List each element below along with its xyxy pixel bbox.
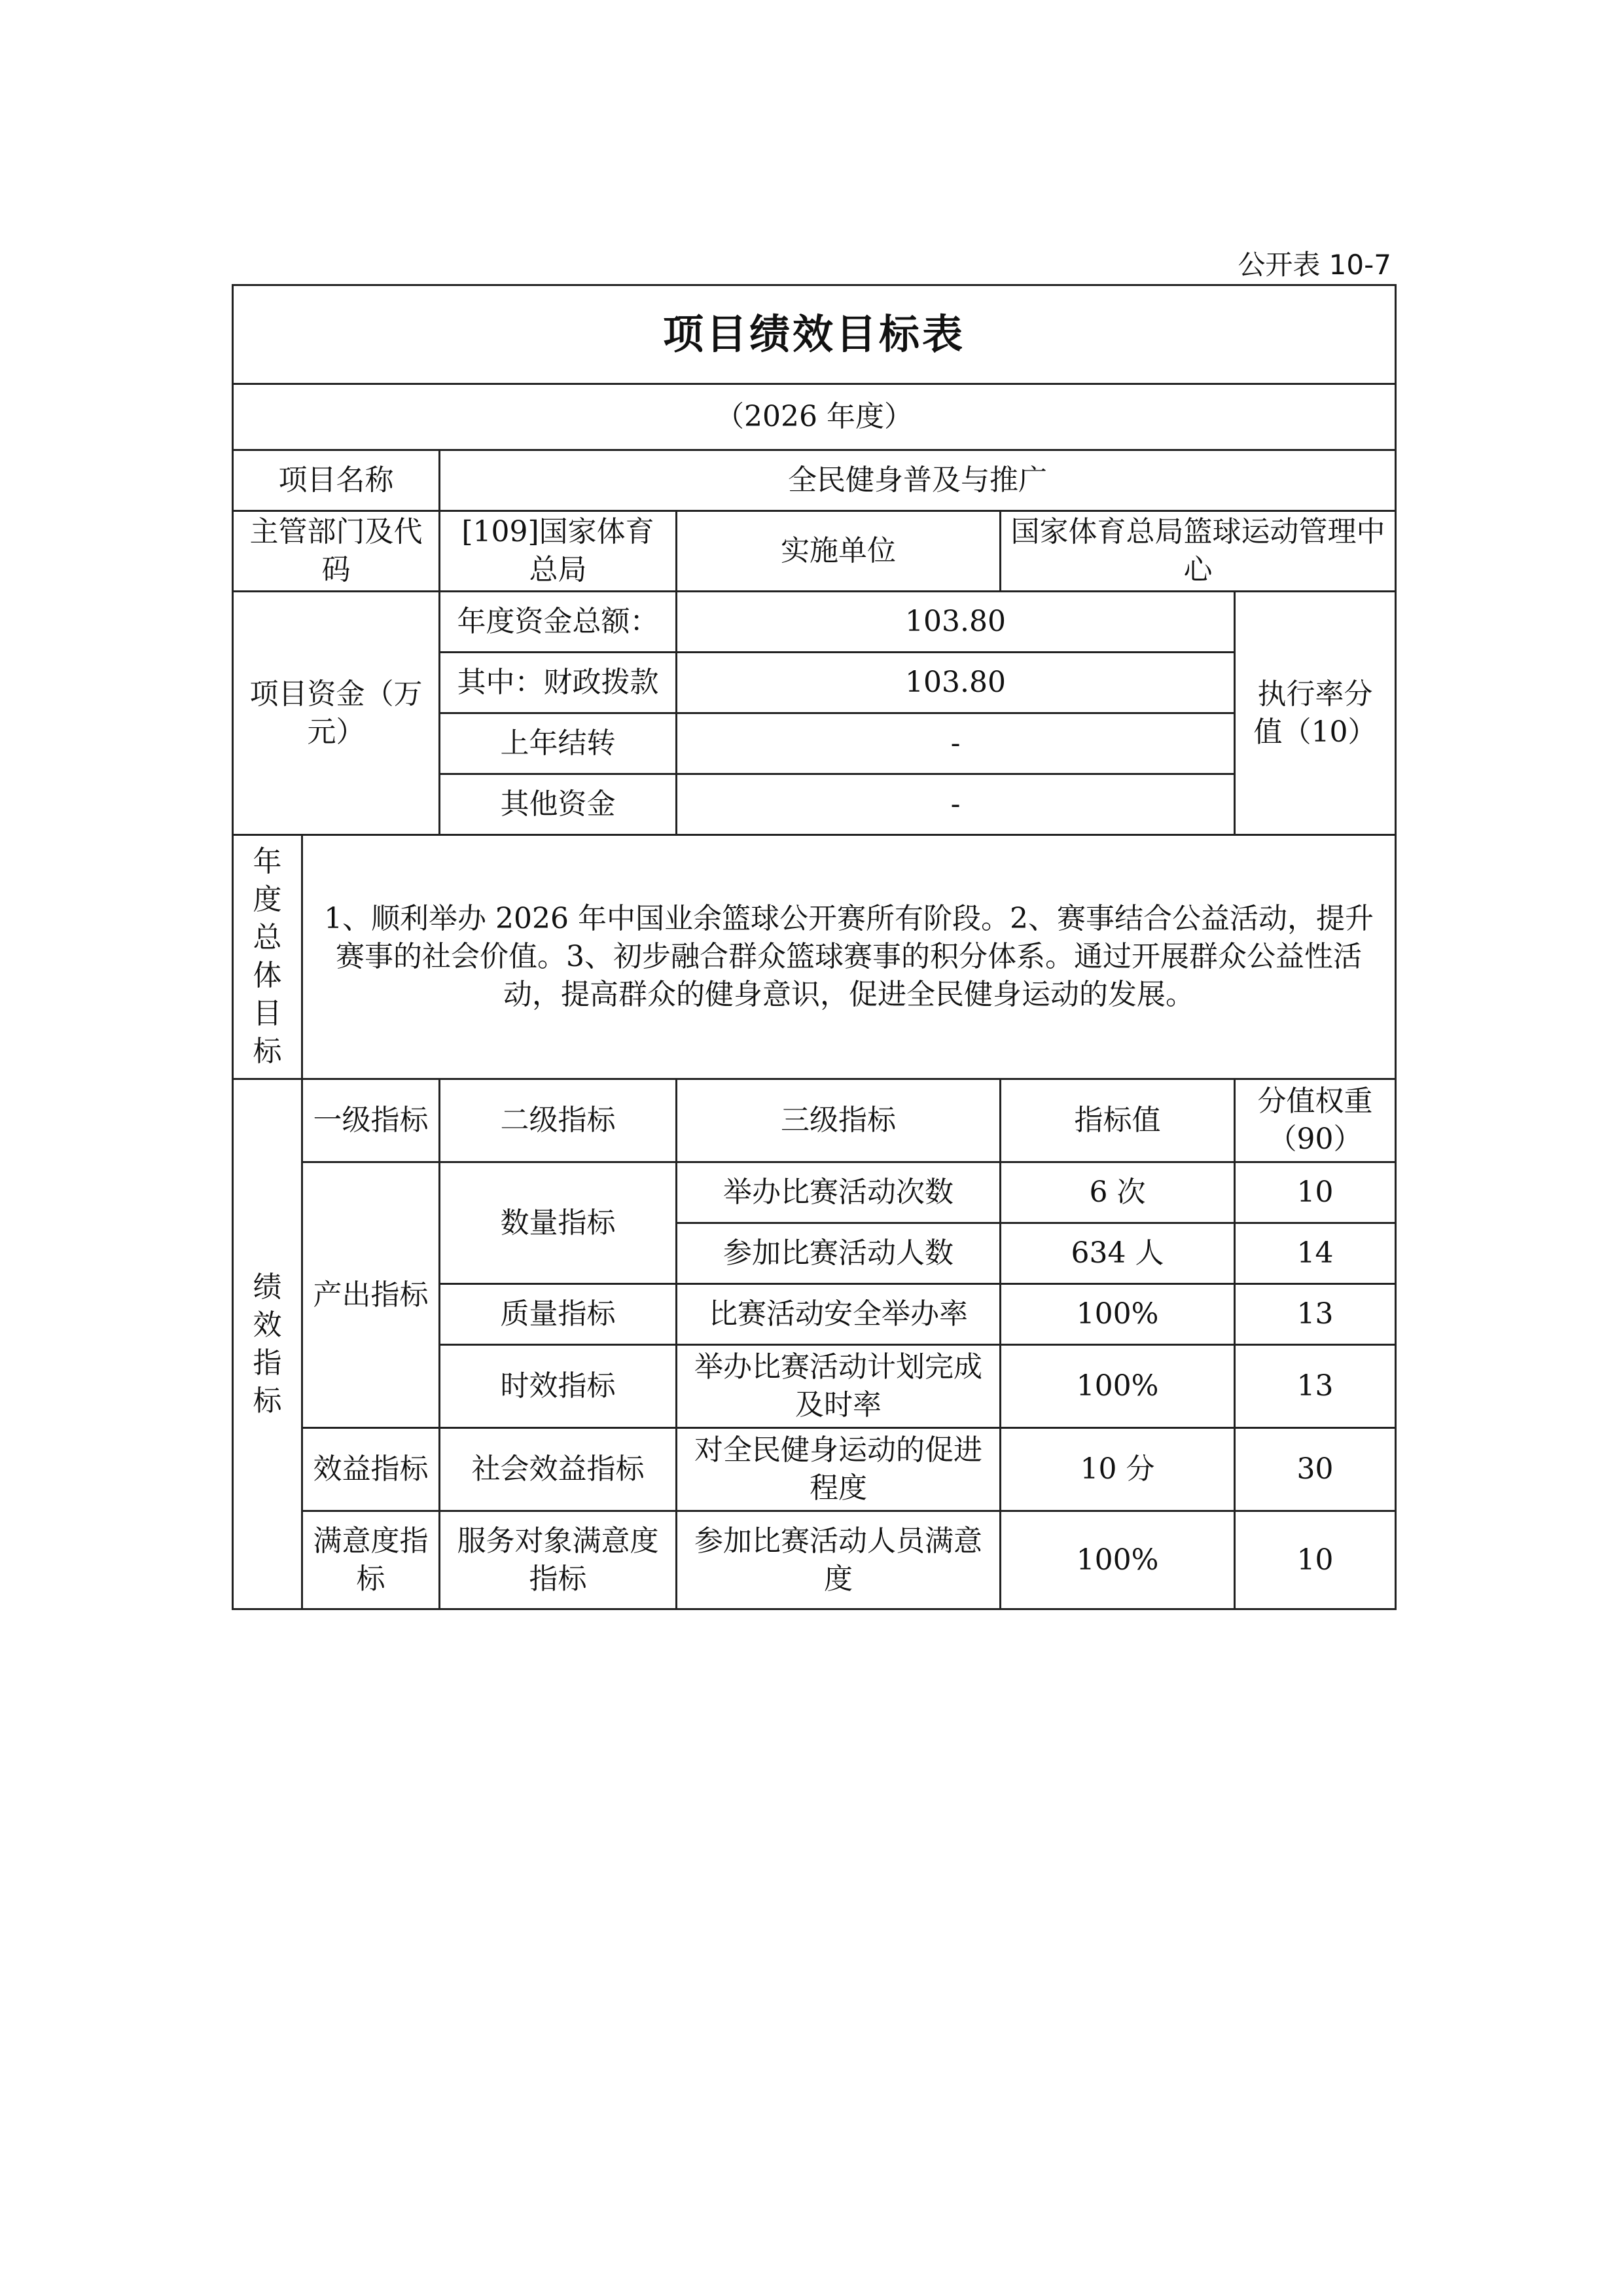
fund-row-value: - (677, 713, 1235, 774)
annual-goal-text: 1、顺利举办 2026 年中国业余篮球公开赛所有阶段。2、赛事结合公益活动，提升赛事的社会价值。3、初步融合群众篮球赛事的积分体系。通过开展群众公益性活动，提高群众的健身意识，促进全民健身运动的发展。 (302, 835, 1396, 1079)
indicator-value: 100% (1001, 1284, 1235, 1345)
indicator-value: 634 人 (1001, 1223, 1235, 1284)
indicator-value: 100% (1001, 1345, 1235, 1428)
indicators-section-label (233, 1079, 302, 1609)
indicators-section-label-text: 绩效指标 (253, 1270, 282, 1418)
project-name-label: 项目名称 (233, 450, 440, 511)
document-label: 公开表 10-7 (1238, 249, 1391, 281)
indicator-name: 参加比赛活动人员满意度 (677, 1511, 1001, 1609)
level2-social-benefit: 社会效益指标 (440, 1428, 677, 1511)
dept-value: [109]国家体育总局 (440, 511, 677, 592)
dept-label: 主管部门及代码 (233, 511, 440, 592)
performance-target-table (232, 284, 1397, 1610)
table-title: 项目绩效目标表 (233, 285, 1396, 384)
indicator-weight: 13 (1235, 1284, 1396, 1345)
fund-row-value: 103.80 (677, 653, 1235, 713)
fund-row-label: 其他资金 (440, 774, 677, 835)
indicator-name: 参加比赛活动人数 (677, 1223, 1001, 1284)
unit-label: 实施单位 (677, 511, 1001, 592)
indicator-name: 比赛活动安全举办率 (677, 1284, 1001, 1345)
indicator-value: 6 次 (1001, 1162, 1235, 1223)
annual-goal-label-text: 年度总体目标 (253, 845, 282, 1068)
funds-label: 项目资金（万元） (233, 592, 440, 835)
level2-timeliness: 时效指标 (440, 1345, 677, 1428)
annual-goal-label (233, 835, 302, 1079)
indicator-weight: 30 (1235, 1428, 1396, 1511)
indicator-weight: 10 (1235, 1511, 1396, 1609)
indicator-weight: 13 (1235, 1345, 1396, 1428)
level1-satisfaction: 满意度指标 (302, 1511, 440, 1609)
header-level3: 三级指标 (677, 1079, 1001, 1162)
header-value: 指标值 (1001, 1079, 1235, 1162)
year-label: （2026 年度） (233, 384, 1396, 450)
unit-value: 国家体育总局篮球运动管理中心 (1001, 511, 1396, 592)
indicator-name: 举办比赛活动计划完成及时率 (677, 1345, 1001, 1428)
level2-quality: 质量指标 (440, 1284, 677, 1345)
level2-service-satisfaction: 服务对象满意度指标 (440, 1511, 677, 1609)
fund-row-label: 年度资金总额： (440, 592, 677, 653)
indicator-value: 100% (1001, 1511, 1235, 1609)
indicator-weight: 10 (1235, 1162, 1396, 1223)
fund-row-label: 其中：财政拨款 (440, 653, 677, 713)
indicator-name: 对全民健身运动的促进程度 (677, 1428, 1001, 1511)
project-name-value: 全民健身普及与推广 (440, 450, 1396, 511)
header-weight: 分值权重（90） (1235, 1079, 1396, 1162)
header-level1: 一级指标 (302, 1079, 440, 1162)
indicator-weight: 14 (1235, 1223, 1396, 1284)
fund-row-value: - (677, 774, 1235, 835)
fund-row-label: 上年结转 (440, 713, 677, 774)
level1-benefit: 效益指标 (302, 1428, 440, 1511)
header-level2: 二级指标 (440, 1079, 677, 1162)
indicator-name: 举办比赛活动次数 (677, 1162, 1001, 1223)
level2-quantity: 数量指标 (440, 1162, 677, 1284)
level1-output: 产出指标 (302, 1162, 440, 1428)
fund-row-value: 103.80 (677, 592, 1235, 653)
indicator-value: 10 分 (1001, 1428, 1235, 1511)
exec-rate-label: 执行率分值（10） (1235, 592, 1396, 835)
